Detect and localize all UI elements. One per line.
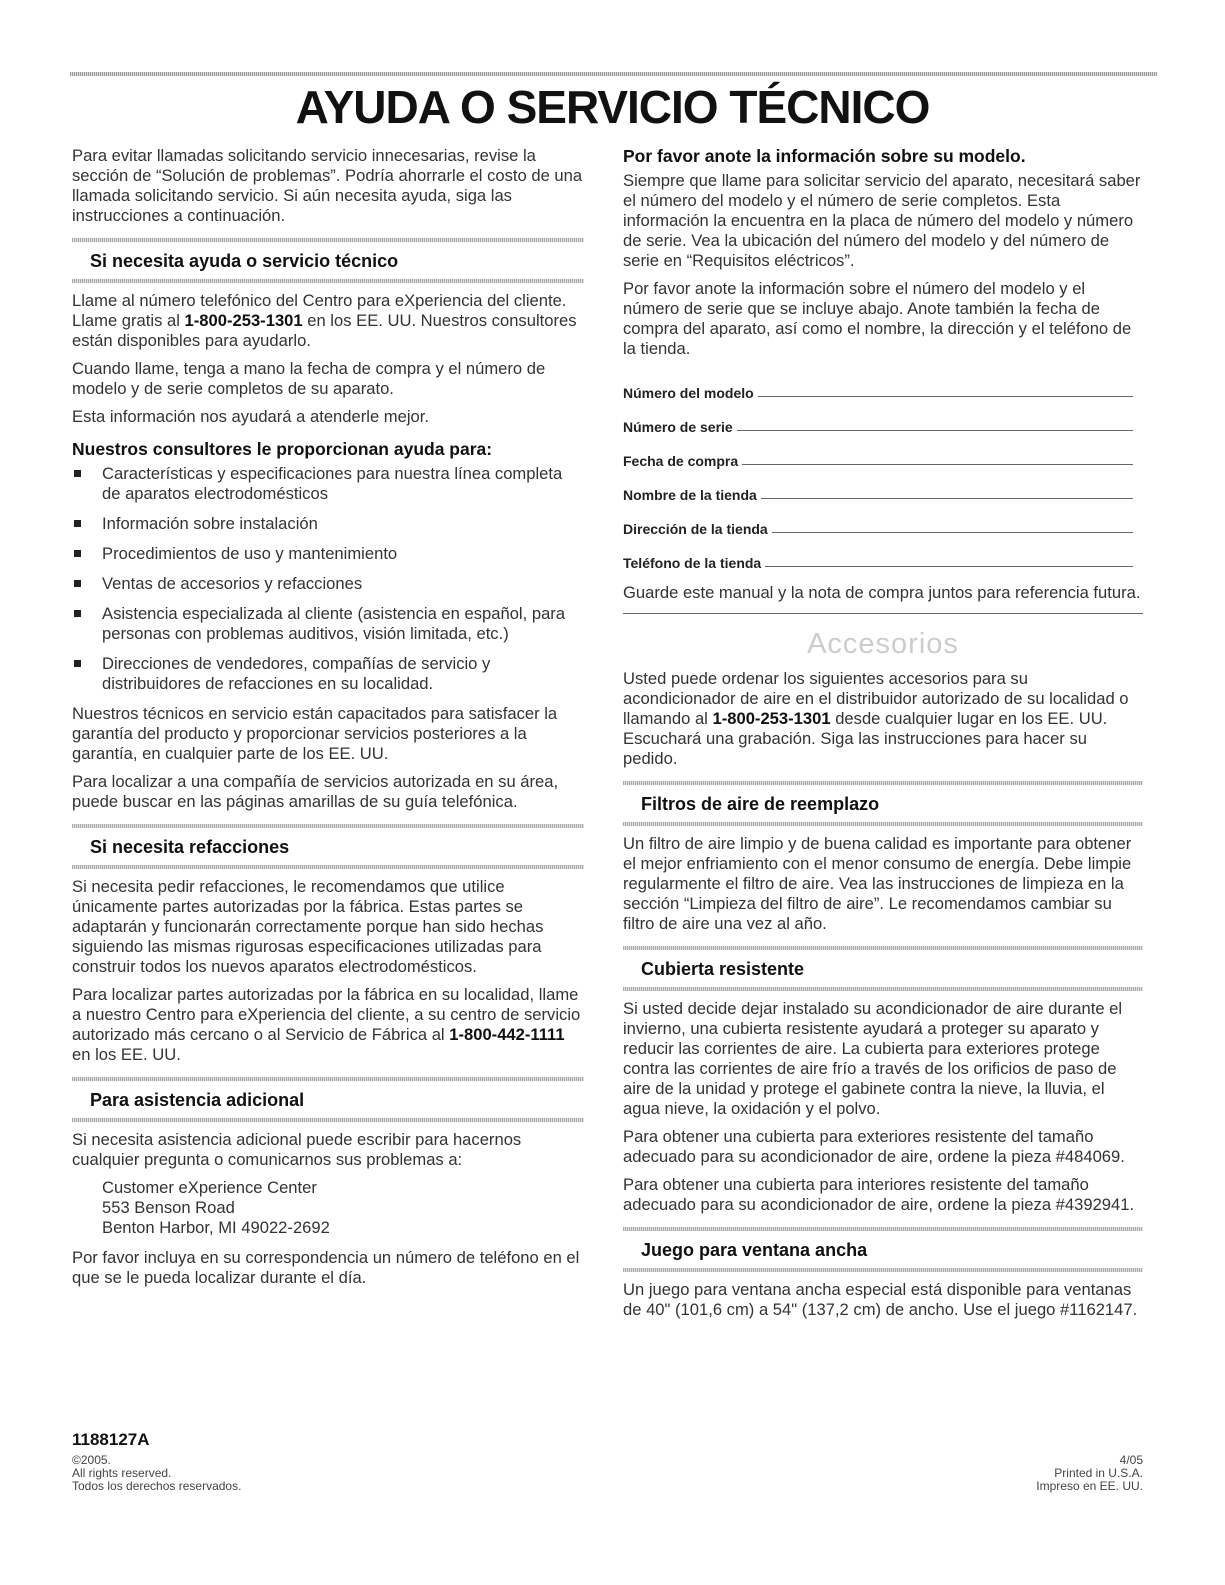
- filters-paragraph: Un filtro de aire limpio y de buena calidad es importante para obtener el mejor enfriamiento con el menor consumo de energía. Debe limpie regularmente el filtro de aire. Vea las instrucciones de limpieza en la sección “Limpieza del filtro de aire”. Le recomendamos cambiar su filtro de aire una vez al año.: [623, 834, 1132, 933]
- serial-number-field[interactable]: Número de serie: [623, 401, 1143, 435]
- page-title: AYUDA O SERVICIO TÉCNICO: [295, 81, 930, 133]
- model-number-field[interactable]: Número del modelo: [623, 367, 1143, 401]
- top-rule: [70, 72, 1157, 76]
- bullet-icon: [74, 610, 81, 617]
- store-address-field[interactable]: Dirección de la tienda: [623, 503, 1143, 537]
- list-item: Información sobre instalación: [72, 514, 584, 534]
- phone-number: 1-800-253-1301: [712, 709, 831, 728]
- consultants-list: [72, 464, 584, 694]
- consultants-heading: Nuestros consultores le proporcionan ayuda para:: [72, 439, 493, 459]
- accessories-paragraph: Usted puede ordenar los siguientes accesorios para su acondicionador de aire en el distribuidor autorizado de su localidad o llamando al 1-800-253-1301 desde cualquier lugar en los EE. UU. Escuchará una grabación. Siga las instrucciones para hacer su pedido.: [623, 669, 1129, 768]
- model-info-form: [623, 367, 1143, 571]
- parts-paragraph-1: Si necesita pedir refacciones, le recomendamos que utilice únicamente partes autorizadas por la fábrica. Estas partes se adaptarán y funcionarán correctamente porque han sido hechas siguiendo las mismas rigurosas especificaciones utilizadas para construir todos los nuevos aparatos electrodomésticos.: [72, 877, 544, 976]
- help-section-title: Si necesita ayuda o servicio técnico: [90, 251, 399, 271]
- intro-paragraph: Para evitar llamadas solicitando servicio innecesarias, revise la sección de “Solución de problemas”. Podría ahorrarle el costo de una llamada solicitando servicio. Si aún necesita ayuda, siga las instrucciones a continuación.: [72, 146, 583, 225]
- footer-right: [1036, 1454, 1143, 1493]
- printed-es: Impreso en EE. UU.: [1036, 1479, 1143, 1493]
- bullet-icon: [74, 550, 81, 557]
- print-date: 4/05: [1119, 1453, 1143, 1467]
- list-item: Direcciones de vendedores, compañías de servicio y distribuidores de refacciones en su localidad.: [72, 654, 584, 694]
- help-paragraph-2: Cuando llame, tenga a mano la fecha de compra y el número de modelo y de serie completos de su aparato.: [72, 359, 546, 398]
- extra-section-title: Para asistencia adicional: [90, 1090, 305, 1110]
- phone-number: 1-800-253-1301: [184, 311, 303, 330]
- model-paragraph-1: Siempre que llame para solicitar servicio del aparato, necesitará saber el número del modelo y el número de serie completos. Esta información la encuentra en la placa de número del modelo y número de serie. Vea la ubicación del número del modelo y del número de serie en “Requisitos eléctricos”.: [623, 171, 1141, 270]
- parts-section-title: Si necesita refacciones: [90, 837, 290, 857]
- bullet-icon: [74, 660, 81, 667]
- yellow-pages-paragraph: Para localizar a una compañía de servicios autorizada en su área, puede buscar en las páginas amarillas de su guía telefónica.: [72, 772, 559, 811]
- accessories-heading: Accesorios: [807, 628, 959, 660]
- model-info-heading: Por favor anote la información sobre su modelo.: [623, 146, 1026, 166]
- extra-section-header: [72, 1077, 584, 1122]
- help-paragraph-1: Llame al número telefónico del Centro para eXperiencia del cliente. Llame gratis al 1-800-253-1301 en los EE. UU. Nuestros consultores están disponibles para ayudarlo.: [72, 291, 577, 350]
- cover-section-header: [623, 946, 1143, 991]
- bullet-icon: [74, 580, 81, 587]
- list-item: Asistencia especializada al cliente (asistencia en español, para personas con problemas auditivos, visión limitada, etc.): [72, 604, 584, 644]
- help-section-header: [72, 238, 584, 283]
- parts-paragraph-2: Para localizar partes autorizadas por la fábrica en su localidad, llame a nuestro Centro para eXperiencia del cliente, a su centro de servicio autorizado más cercano o al Servicio de Fábrica al 1-800-442-1111 en los EE. UU.: [72, 985, 581, 1064]
- window-paragraph: Un juego para ventana ancha especial está disponible para ventanas de 40" (101,6 cm) a 54" (137,2 cm) de ancho. Use el juego #1162147.: [623, 1280, 1138, 1319]
- list-item: Procedimientos de uso y mantenimiento: [72, 544, 584, 564]
- extra-paragraph-1: Si necesita asistencia adicional puede escribir para hacernos cualquier pregunta o comunicarnos sus problemas a:: [72, 1130, 522, 1169]
- window-section-header: [623, 1227, 1143, 1272]
- store-name-field[interactable]: Nombre de la tienda: [623, 469, 1143, 503]
- right-column: [623, 146, 1143, 1328]
- cover-paragraph-1: Si usted decide dejar instalado su acondicionador de aire durante el invierno, una cubierta resistente ayudará a proteger su aparato y reducir las corrientes de aire. La cubierta para exteriores protege contra las corrientes de aire frío a través de los orificios de paso de aire de la unidad y protege el gabinete contra la nieve, la lluvia, el agua nieve, la oxidación y el polvo.: [623, 999, 1123, 1118]
- store-phone-field[interactable]: Teléfono de la tienda: [623, 537, 1143, 571]
- model-paragraph-2: Por favor anote la información sobre el número del modelo y el número de serie que se incluye abajo. Anote también la fecha de compra del aparato, así como el nombre, la dirección y el teléfono de la tienda.: [623, 279, 1132, 358]
- mailing-address: Customer eXperience Center 553 Benson Road Benton Harbor, MI 49022-2692: [102, 1178, 330, 1237]
- filters-section-header: [623, 781, 1143, 826]
- bullet-icon: [74, 520, 81, 527]
- cover-paragraph-3: Para obtener una cubierta para interiores resistente del tamaño adecuado para su acondicionador de aire, ordene la pieza #4392941.: [623, 1175, 1135, 1214]
- copyright: ©2005.: [72, 1453, 111, 1467]
- cover-section-title: Cubierta resistente: [641, 959, 805, 979]
- extra-paragraph-2: Por favor incluya en su correspondencia un número de teléfono en el que se le pueda localizar durante el día.: [72, 1248, 580, 1287]
- divider: [623, 613, 1143, 614]
- window-section-title: Juego para ventana ancha: [641, 1240, 868, 1260]
- footer-left: [72, 1430, 241, 1493]
- phone-number: 1-800-442-1111: [449, 1025, 565, 1044]
- cover-paragraph-2: Para obtener una cubierta para exteriores resistente del tamaño adecuado para su acondicionador de aire, ordene la pieza #484069.: [623, 1127, 1125, 1166]
- list-item: Características y especificaciones para nuestra línea completa de aparatos electrodomésticos: [72, 464, 584, 504]
- part-number: 1188127A: [72, 1430, 150, 1449]
- purchase-date-field[interactable]: Fecha de compra: [623, 435, 1143, 469]
- help-paragraph-3: Esta información nos ayudará a atenderle mejor.: [72, 407, 429, 426]
- rights-en: All rights reserved.: [72, 1466, 172, 1480]
- technicians-paragraph: Nuestros técnicos en servicio están capacitados para satisfacer la garantía del producto y proporcionar servicios posteriores a la garantía, en cualquier parte de los EE. UU.: [72, 704, 558, 763]
- rights-es: Todos los derechos reservados.: [72, 1479, 242, 1493]
- list-item: Ventas de accesorios y refacciones: [72, 574, 584, 594]
- keep-manual-paragraph: Guarde este manual y la nota de compra juntos para referencia futura.: [623, 583, 1141, 602]
- bullet-icon: [74, 470, 81, 477]
- parts-section-header: [72, 824, 584, 869]
- filters-section-title: Filtros de aire de reemplazo: [641, 794, 880, 814]
- printed-en: Printed in U.S.A.: [1054, 1466, 1143, 1480]
- left-column: [72, 146, 584, 1296]
